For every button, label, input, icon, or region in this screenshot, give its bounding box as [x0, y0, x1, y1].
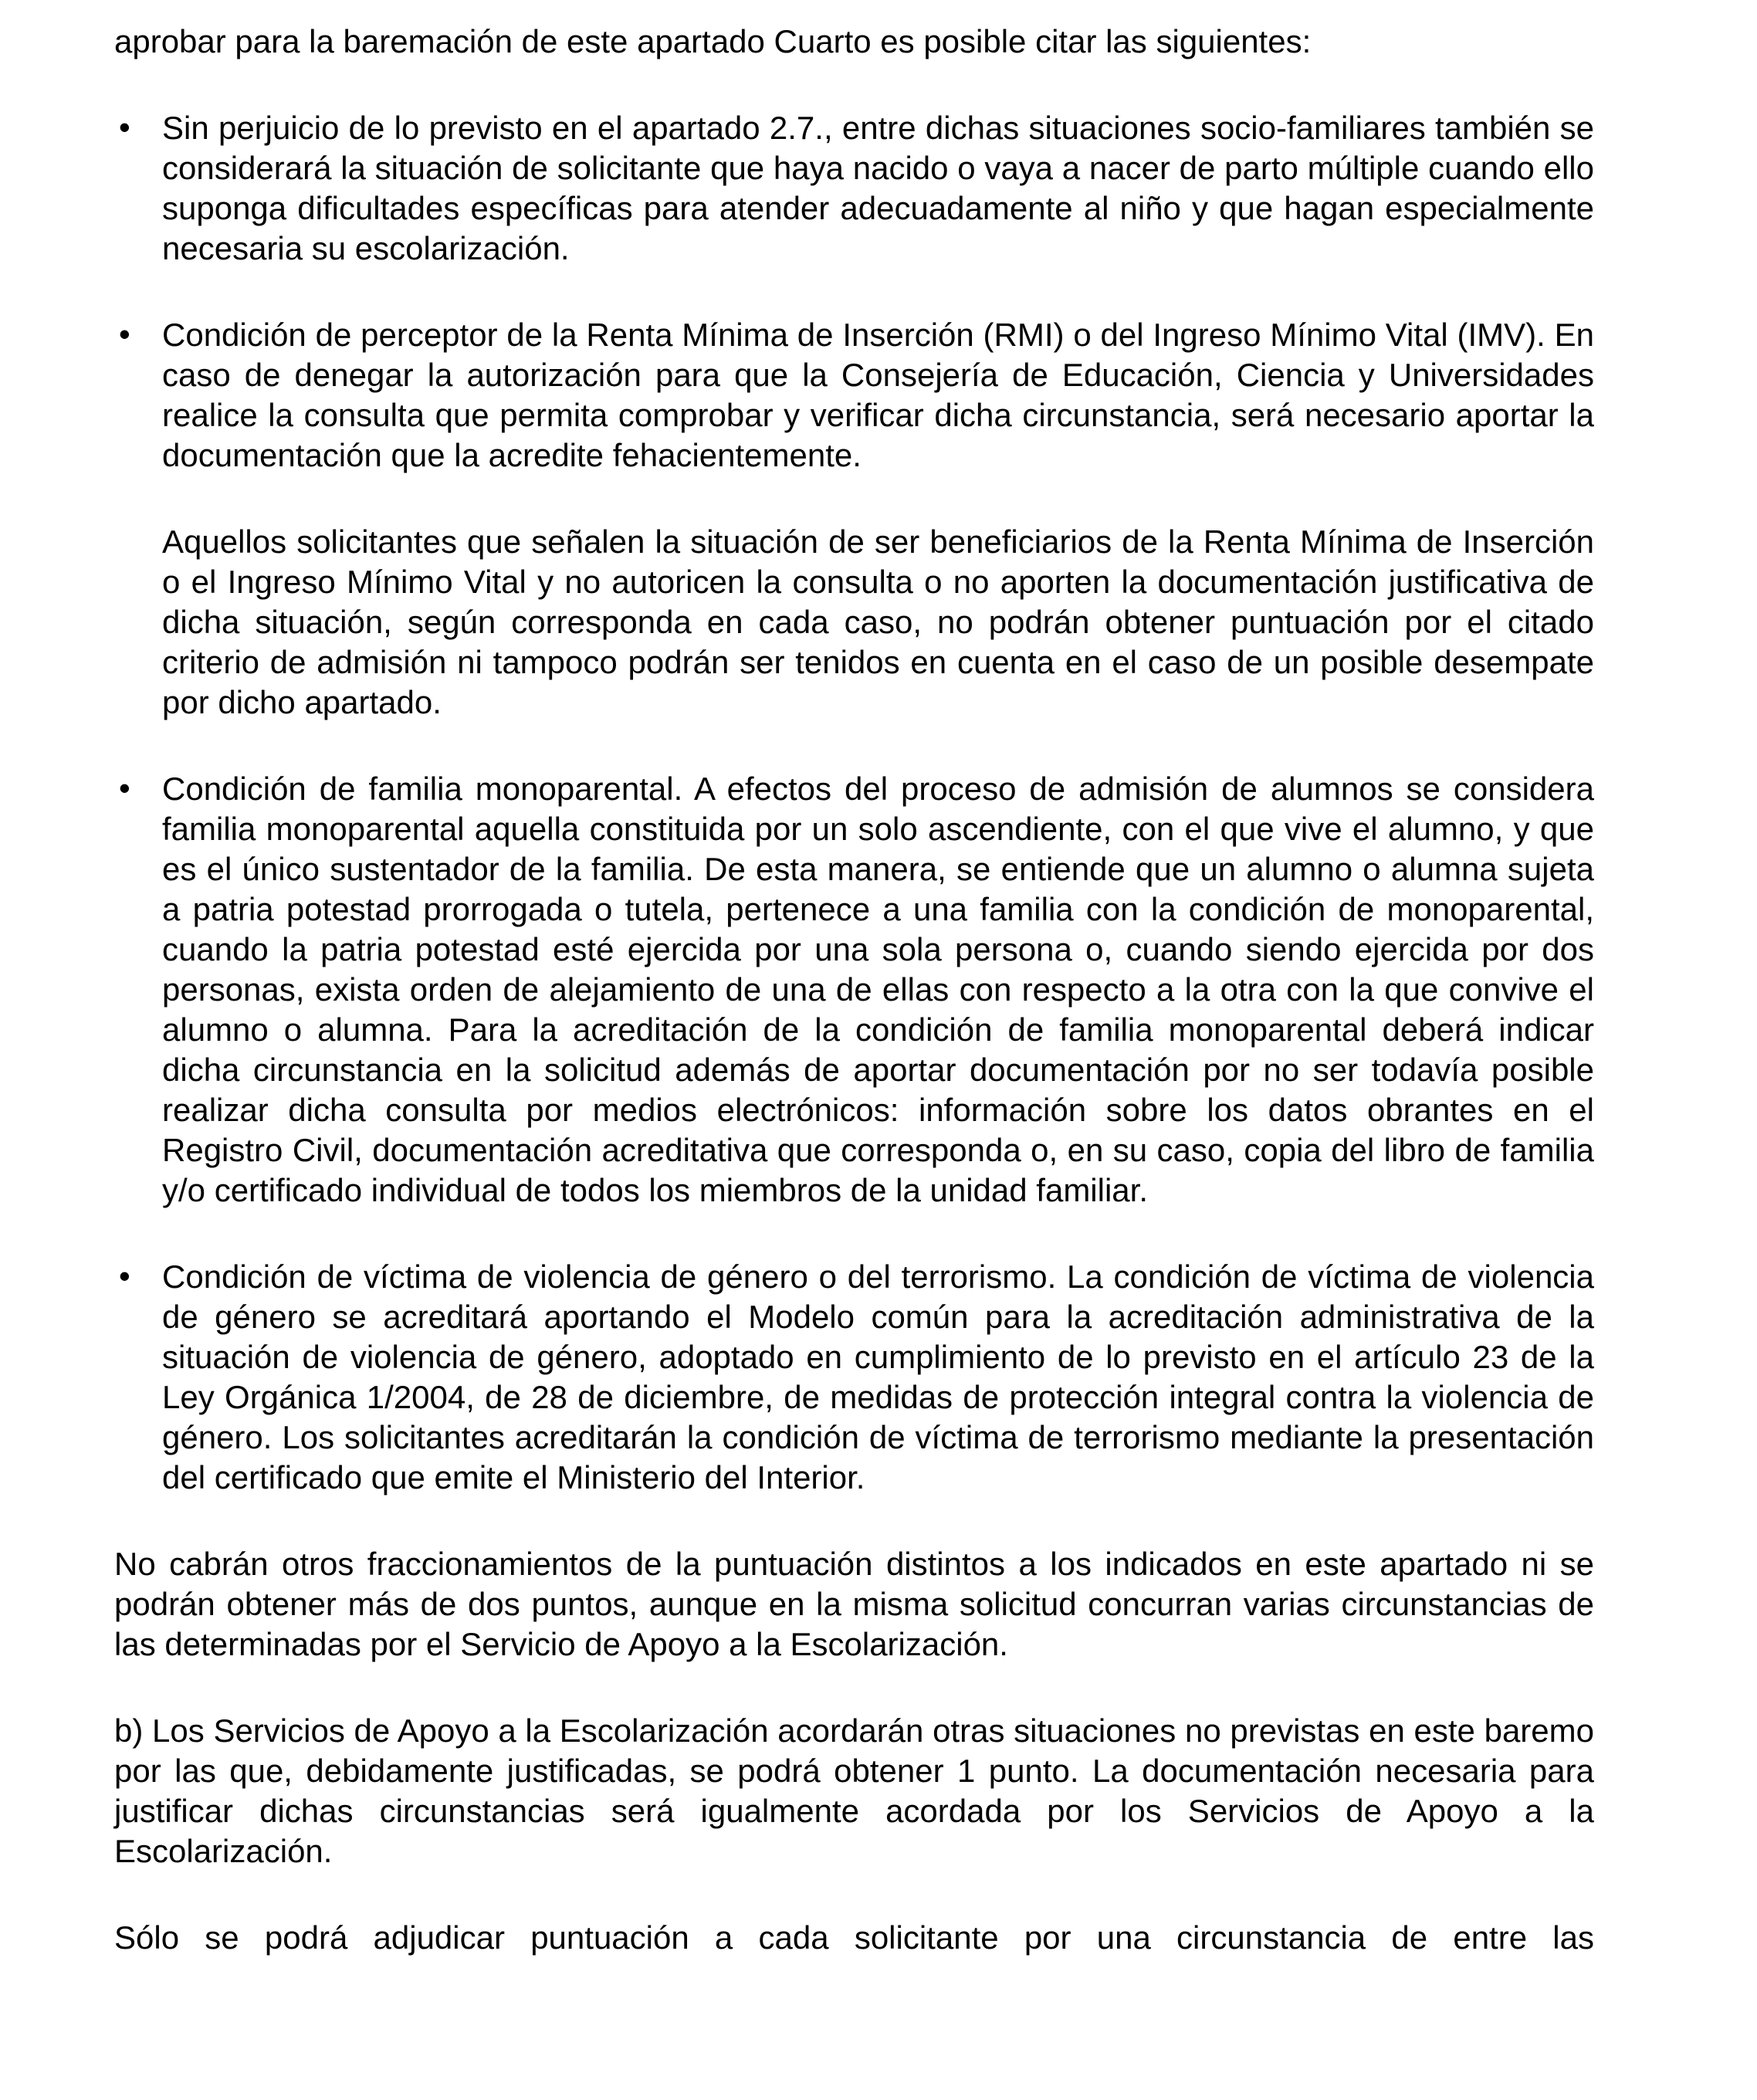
bullet-item-3	[114, 769, 1594, 1211]
bullet-paragraph-3: Condición de familia monoparental. A efectos del proceso de admisión de alumnos se considera familia monoparental aquella constituida por un solo ascendiente, con el que vive el alumno, y que es el único sustentador de la familia. De esta manera, se entiende que un alumno o alumna sujeta a patria potestad prorrogada o tutela, pertenece a una familia con la condición de monoparental, cuando la patria potestad esté ejercida por una sola persona o, cuando siendo ejercida por dos personas, exista orden de alejamiento de una de ellas con respecto a la otra con la que convive el alumno o alumna. Para la acreditación de la condición de familia monoparental deberá indicar dicha circunstancia en la solicitud además de aportar documentación por no ser todavía posible realizar dicha consulta por medios electrónicos: información sobre los datos obrantes en el Registro Civil, documentación acreditativa que corresponda o, en su caso, copia del libro de familia y/o certificado individual de todos los miembros de la unidad familiar.	[162, 771, 1594, 1208]
bullet-paragraph-1: Sin perjuicio de lo previsto en el apartado 2.7., entre dichas situaciones socio-familiares también se considerará la situación de solicitante que haya nacido o vaya a nacer de parto múltiple cuando ello suponga dificultades específicas para atender adecuadamente al niño y que hagan especialmente necesaria su escolarización.	[162, 110, 1594, 266]
bullet-paragraph-4: Condición de víctima de violencia de género o del terrorismo. La condición de víctima de violencia de género se acreditará aportando el Modelo común para la acreditación administrativa de la situación de violencia de género, adoptado en cumplimiento de lo previsto en el artículo 23 de la Ley Orgánica 1/2004, de 28 de diciembre, de medidas de protección integral contra la violencia de género. Los solicitantes acreditarán la condición de víctima de terrorismo mediante la presentación del certificado que emite el Ministerio del Interior.	[162, 1258, 1594, 1495]
bullet-dot-icon: •	[119, 770, 130, 806]
bullet-item-4	[114, 1257, 1594, 1498]
closing-paragraph-2: b) Los Servicios de Apoyo a la Escolarización acordarán otras situaciones no previstas en este baremo por las que, debidamente justificadas, se podrá obtener 1 punto. La documentación necesaria para justificar dichas circunstancias será igualmente acordada por los Servicios de Apoyo a la Escolarización.	[114, 1712, 1594, 1869]
bullet-item-1	[114, 108, 1594, 269]
bullet-item-2	[114, 315, 1594, 476]
bullet-dot-icon: •	[119, 1258, 130, 1294]
bullet-dot-icon: •	[119, 109, 130, 145]
bullet-paragraph-2: Condición de perceptor de la Renta Mínima de Inserción (RMI) o del Ingreso Mínimo Vital (IMV). En caso de denegar la autorización para que la Consejería de Educación, Ciencia y Universidades realice la consulta que permita comprobar y verificar dicha circunstancia, será necesario aportar la documentación que la acredite fehacientemente.	[162, 317, 1594, 473]
bullet-dot-icon: •	[119, 316, 130, 352]
intro-paragraph: aprobar para la baremación de este apartado Cuarto es posible citar las siguientes:	[114, 23, 1312, 59]
bullet-2-continuation-paragraph: Aquellos solicitantes que señalen la situación de ser beneficiarios de la Renta Mínima de Inserción o el Ingreso Mínimo Vital y no autoricen la consulta o no aporten la documentación justificativa de dicha situación, según corresponda en cada caso, no podrán obtener puntuación por el citado criterio de admisión ni tampoco podrán ser tenidos en cuenta en el caso de un posible desempate por dicho apartado.	[162, 523, 1594, 720]
closing-paragraph-1: No cabrán otros fraccionamientos de la puntuación distintos a los indicados en este apartado ni se podrán obtener más de dos puntos, aunque en la misma solicitud concurran varias circunstancias de las determinadas por el Servicio de Apoyo a la Escolarización.	[114, 1546, 1594, 1662]
closing-paragraph-3: Sólo se podrá adjudicar puntuación a cada solicitante por una circunstancia de entre las	[114, 1919, 1594, 1956]
